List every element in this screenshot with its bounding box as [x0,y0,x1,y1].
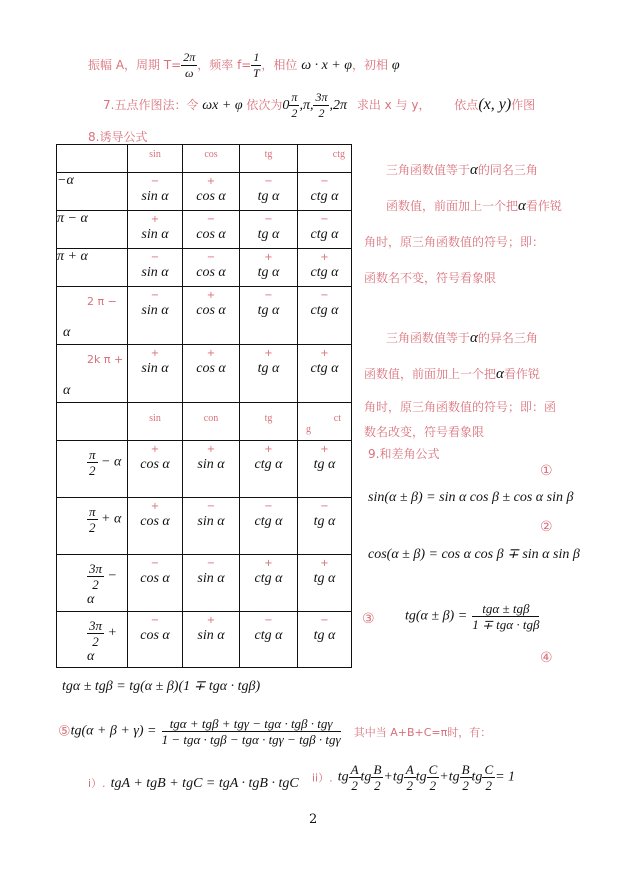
table-cell: − sin α [128,287,183,345]
row-label: $\frac{\pi}{2}$ − α [57,441,128,498]
row-label: 2k π + α [57,345,128,403]
header-sin: sin [128,403,183,441]
table-cell: − ctg α [298,287,352,345]
table-cell: − tg α [298,498,352,555]
row-label: π − α [57,211,128,249]
table-cell: − ctg α [240,498,298,555]
circle-3: ③ [362,611,375,627]
five-point-mid: 依次为 [246,98,283,112]
val-zero: 0 [282,98,290,113]
tg-triple-sum-formula: ⑤tg(α + β + γ) = $\frac{\text{tgα + tgβ + tgγ − tgα · tgβ · tgγ}}{\text{1 − tgα · tgβ − tgα · tgγ − tgβ · tgγ}}$ 其中当 A+B+C=π时，有： [58,716,492,747]
circle-1: ① [540,463,553,479]
phase-text: ，相位 [261,58,298,72]
val-two-pi: ,2π [329,98,347,113]
header-tg: tg [240,145,298,173]
table-cell: + sin α [128,345,183,403]
section-9-title: 9.和差角公式 [368,447,440,461]
table-cell: − ctg α [240,612,298,668]
row-label: $\frac{3\pi}{2}$ − α [57,555,128,612]
table-row [57,345,352,403]
row-label: $\frac{3\pi}{2}$ + α [57,612,128,668]
table-bottom-header-row [57,403,352,441]
period-fraction: $\frac{2\pi}{\omega}$ [183,50,196,80]
point-expr: (x, y) [478,96,512,113]
table-cell: − sin α [183,498,240,555]
init-text: ，初相 [352,58,389,72]
header-cos: cos [183,145,240,173]
table-cell: + sin α [183,612,240,668]
header-sin: sin [128,145,183,173]
line-five-point [103,90,535,121]
table-cell: + cos α [128,498,183,555]
table-top-header-row [57,145,352,173]
table-cell: + ctg α [298,345,352,403]
row-label: $\frac{\pi}{2}$ + α [57,498,128,555]
phase-expr: ω · x + φ [301,58,352,73]
table-cell: + tg α [298,555,352,612]
table-cell: + cos α [128,441,183,498]
table-cell: + ctg α [240,555,298,612]
pi-half-fraction: $\frac{\pi}{2}$ [291,90,298,120]
row-label: 2 π − α [57,287,128,345]
table-cell: − cos α [183,249,240,287]
table-cell: − sin α [128,249,183,287]
table-cell: + tg α [298,441,352,498]
table-cell: − tg α [298,612,352,668]
row-label: π + α [57,249,128,287]
table-cell: − cos α [128,612,183,668]
tg-sum-product-formula: tgα ± tgβ = tg(α ± β)(1 ∓ tgα · tgβ) [62,679,261,694]
induction-formula-table [56,144,352,668]
header-ctg: ctg [298,145,352,173]
five-point-expr: ωx + φ [202,98,243,113]
table-cell: − ctg α [298,173,352,211]
header-ctg: ct g [298,403,352,441]
circle-4: ④ [540,650,553,666]
table-cell: − cos α [183,211,240,249]
table-cell: + ctg α [240,441,298,498]
table-row [57,441,352,498]
table-cell: − cos α [128,555,183,612]
table-row [57,555,352,612]
sum-diff-sin-formula: sin(α ± β) = sin α cos β ± cos α sin β [368,490,574,505]
table-cell: − sin α [128,173,183,211]
five-point-point-pre: 依点 [454,98,479,112]
five-point-point-post: 作图 [511,98,536,112]
sum-diff-cos-formula: cos(α ± β) = cos α cos β ∓ sin α sin β [368,547,580,562]
freq-text: ，频率 f= [197,58,252,72]
row-label: −α [57,173,128,211]
table-cell: + sin α [128,211,183,249]
table-cell: + cos α [183,345,240,403]
header-con: con [183,403,240,441]
table-row [57,211,352,249]
rule-same-name: 三角函数值等于α的同名三角 函数值，前面加上一个把α看作锐 角时，原三角函数值的符号；即： 函数名不变，符号看象限 [364,162,562,285]
table-row [57,249,352,287]
table-row [57,498,352,555]
table-cell: − tg α [240,287,298,345]
header-tg: tg [240,403,298,441]
sum-diff-tg-formula: tg(α ± β) = $\frac{\text{tgα ± tgβ}}{\text{1 ∓ tgα · tgβ}}$ [405,601,540,632]
table-cell: − sin α [183,555,240,612]
amp-text: 振幅 A，周期 T= [88,58,182,72]
table-cell: − tg α [240,211,298,249]
table-cell: − tg α [240,173,298,211]
corner-cell [57,403,128,441]
page-number: 2 [309,812,318,827]
section-8-title: 8.诱导公式 [88,130,148,144]
table-cell: + cos α [183,287,240,345]
val-pi: ,π, [299,98,314,113]
line-amplitude-period [88,50,400,81]
table-row [57,173,352,211]
circle-2: ② [540,519,553,535]
table-cell: + tg α [240,345,298,403]
five-point-label: 7.五点作图法：令 [103,98,199,112]
rule-different-name: 三角函数值等于α的异名三角 函数值，前面加上一个把α看作锐 角时，原三角函数值的符号；即：函 数名改变，符号看象限 [364,330,557,439]
freq-fraction: $\frac{1}{T}$ [253,50,260,80]
init-phase-expr: φ [391,58,400,73]
table-cell: + tg α [240,249,298,287]
three-pi-half-fraction: $\frac{3\pi}{2}$ [315,90,328,120]
table-row [57,612,352,668]
table-cell: − ctg α [298,211,352,249]
table-cell: + cos α [183,173,240,211]
five-point-tail: 求出 x 与 y， [356,98,431,112]
table-cell: + ctg α [298,249,352,287]
tg-abc-identity-1: i）. tgA + tgB + tgC = tgA · tgB · tgC [88,776,299,791]
corner-cell [57,145,128,173]
table-cell: + sin α [183,441,240,498]
tg-abc-identity-2: ii）. tg $\frac{A}{2}$ tg $\frac{B}{2}$ +tg $\frac{A}{2}$ tg $\frac{C}{2}$ +tg $\frac{B}{2}$ tg $\frac{C}{2}$ = 1 [312,762,516,793]
table-row [57,287,352,345]
